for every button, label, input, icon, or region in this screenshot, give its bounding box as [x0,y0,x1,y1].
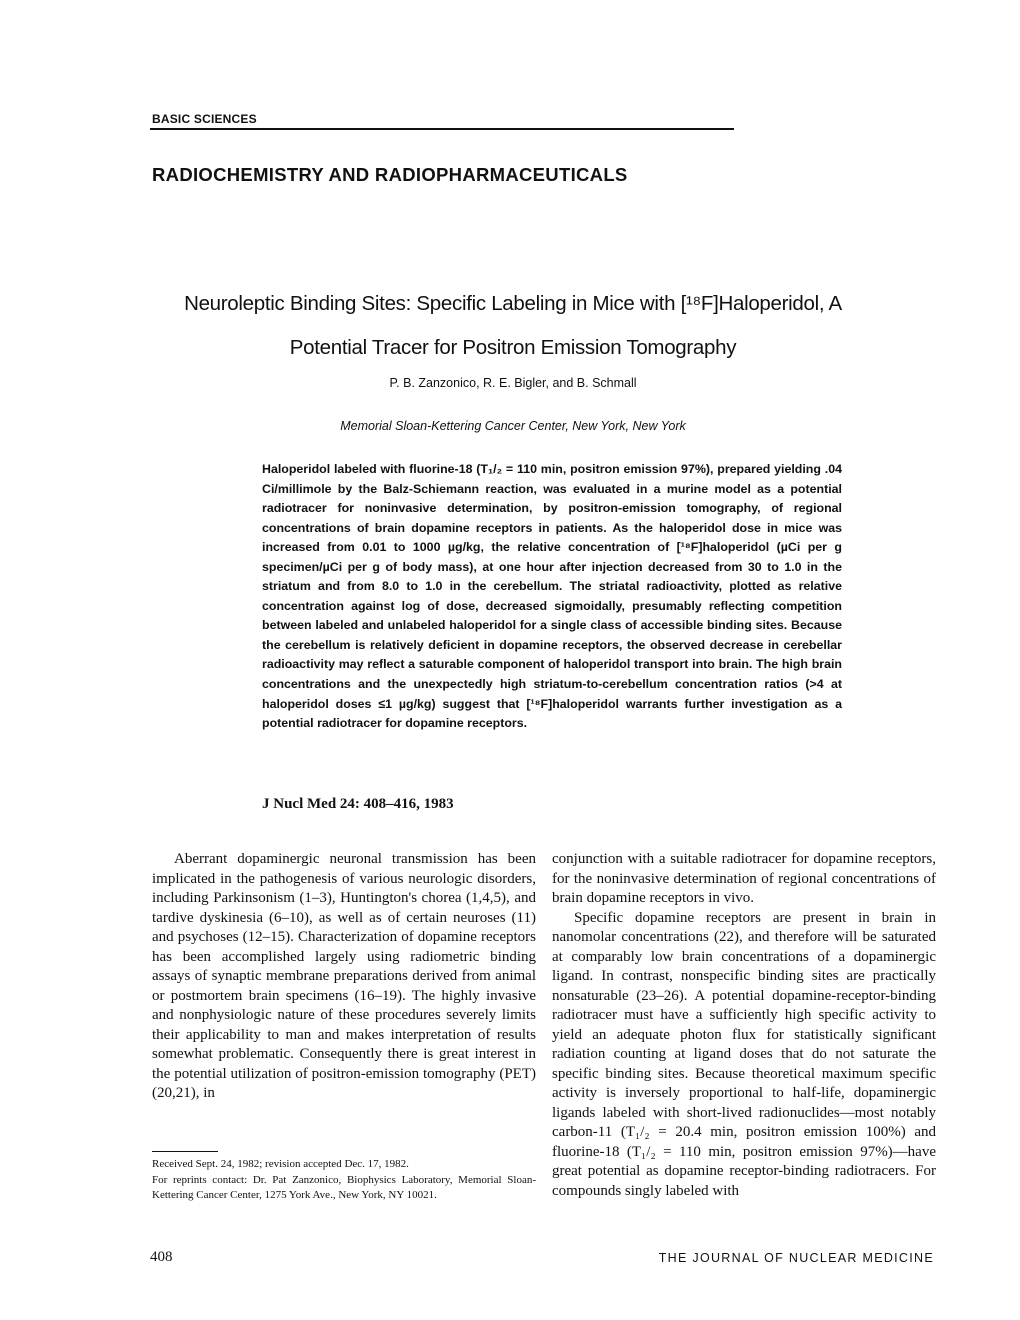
header-rule [150,128,734,130]
affiliation: Memorial Sloan-Kettering Cancer Center, New York, New York [340,419,686,433]
footnote-rule [152,1151,218,1152]
footnotes [152,1157,536,1204]
citation: J Nucl Med 24: 408–416, 1983 [262,796,454,812]
body-column-right [552,850,936,1201]
article-title-line-1: Neuroleptic Binding Sites: Specific Labeling in Mice with [¹⁸F]Haloperidol, A [184,292,842,315]
section-title: RADIOCHEMISTRY AND RADIOPHARMACEUTICALS [152,164,628,185]
article-title-line-2: Potential Tracer for Positron Emission Tomography [289,336,737,359]
footnote-reprints: For reprints contact: Dr. Pat Zanzonico, Biophysics Laboratory, Memorial Sloan-Kettering Cancer Center, 1275 York Ave., New York, NY 10021. [152,1173,536,1201]
abstract: Haloperidol labeled with fluorine-18 (T₁/₂ = 110 min, positron emission 97%), prepared yielding .04 Ci/millimole by the Balz-Schiemann reaction, was evaluated in a murine model as a potential radiotracer for noninvasive determination, by positron-emission tomography, of regional concentrations of brain dopamine receptors in patients. As the haloperidol dose in mice was increased from 0.01 to 1000 µg/kg, the relative concentration of [¹⁸F]haloperidol (µCi per g specimen/µCi per g of body mass), at one hour after injection decreased from 30 to 1.0 in the striatum and from 8.0 to 1.0 in the cerebellum. The striatal radioactivity, plotted as relative concentration against log of dose, decreased sigmoidally, presumably reflecting competition between labeled and unlabeled haloperidol for a single class of accessible binding sites. Because the cerebellum is relatively deficient in dopamine receptors, the observed decrease in cerebellar radioactivity may reflect a saturable component of haloperidol transport into brain. The high brain concentrations and the unexpectedly high striatum-to-cerebellum concentration ratios (>4 at haloperidol doses ≤1 µg/kg) suggest that [¹⁸F]haloperidol warrants further investigation as a potential radiotracer for dopamine receptors. [262,462,842,731]
journal-name: THE JOURNAL OF NUCLEAR MEDICINE [658,1251,934,1265]
article-title [150,282,876,370]
body-paragraph: Aberrant dopaminergic neuronal transmission has been implicated in the pathogenesis of various neurologic disorders, including Parkinsonism (1–3), Huntington's chorea (1,4,5), and tardive dyskinesia (6–10), as well as of certain neuroses (11) and psychoses (12–15). Characterization of dopamine receptors has been accomplished largely using radiometric binding assays of synaptic membrane preparations derived from animal or postmortem brain specimens (16–19). The highly invasive and nonphysiologic nature of these procedures severely limits their applicability to man and makes interpretation of results somewhat problematic. Consequently there is great interest in the potential utilization of positron-emission tomography (PET) (20,21), in [152,851,536,1101]
body-paragraph: conjunction with a suitable radiotracer for dopamine receptors, for the noninvasive determination of regional concentrations of brain dopamine receptors in vivo. [552,851,936,906]
page-number: 408 [150,1249,173,1265]
body-paragraph: Specific dopamine receptors are present in brain in nanomolar concentrations (22), and therefore will be saturated at comparably low brain concentrations of a dopaminergic ligand. In contrast, nonspecific binding sites are practically nonsaturable (23–26). A potential dopamine-receptor-binding radiotracer must have a sufficiently high specific activity to yield an adequate photon flux for statistically significant radiation counting at ligand doses that do not saturate the specific binding sites. Because theoretical maximum specific activity is inversely proportional to half-life, dopaminergic ligands labeled with short-lived radionuclides—most notably carbon-11 (T₁/₂ = 20.4 min, positron emission 100%) and fluorine-18 (T₁/₂ = 110 min, positron emission 97%)—have great potential as dopamine receptor-binding radiotracers. For compounds singly labeled with [552,909,936,1199]
authors: P. B. Zanzonico, R. E. Bigler, and B. Schmall [389,376,637,390]
footnote-received: Received Sept. 24, 1982; revision accepted Dec. 17, 1982. [152,1158,409,1170]
body-column-left [152,850,536,1104]
section-label: BASIC SCIENCES [152,112,257,126]
